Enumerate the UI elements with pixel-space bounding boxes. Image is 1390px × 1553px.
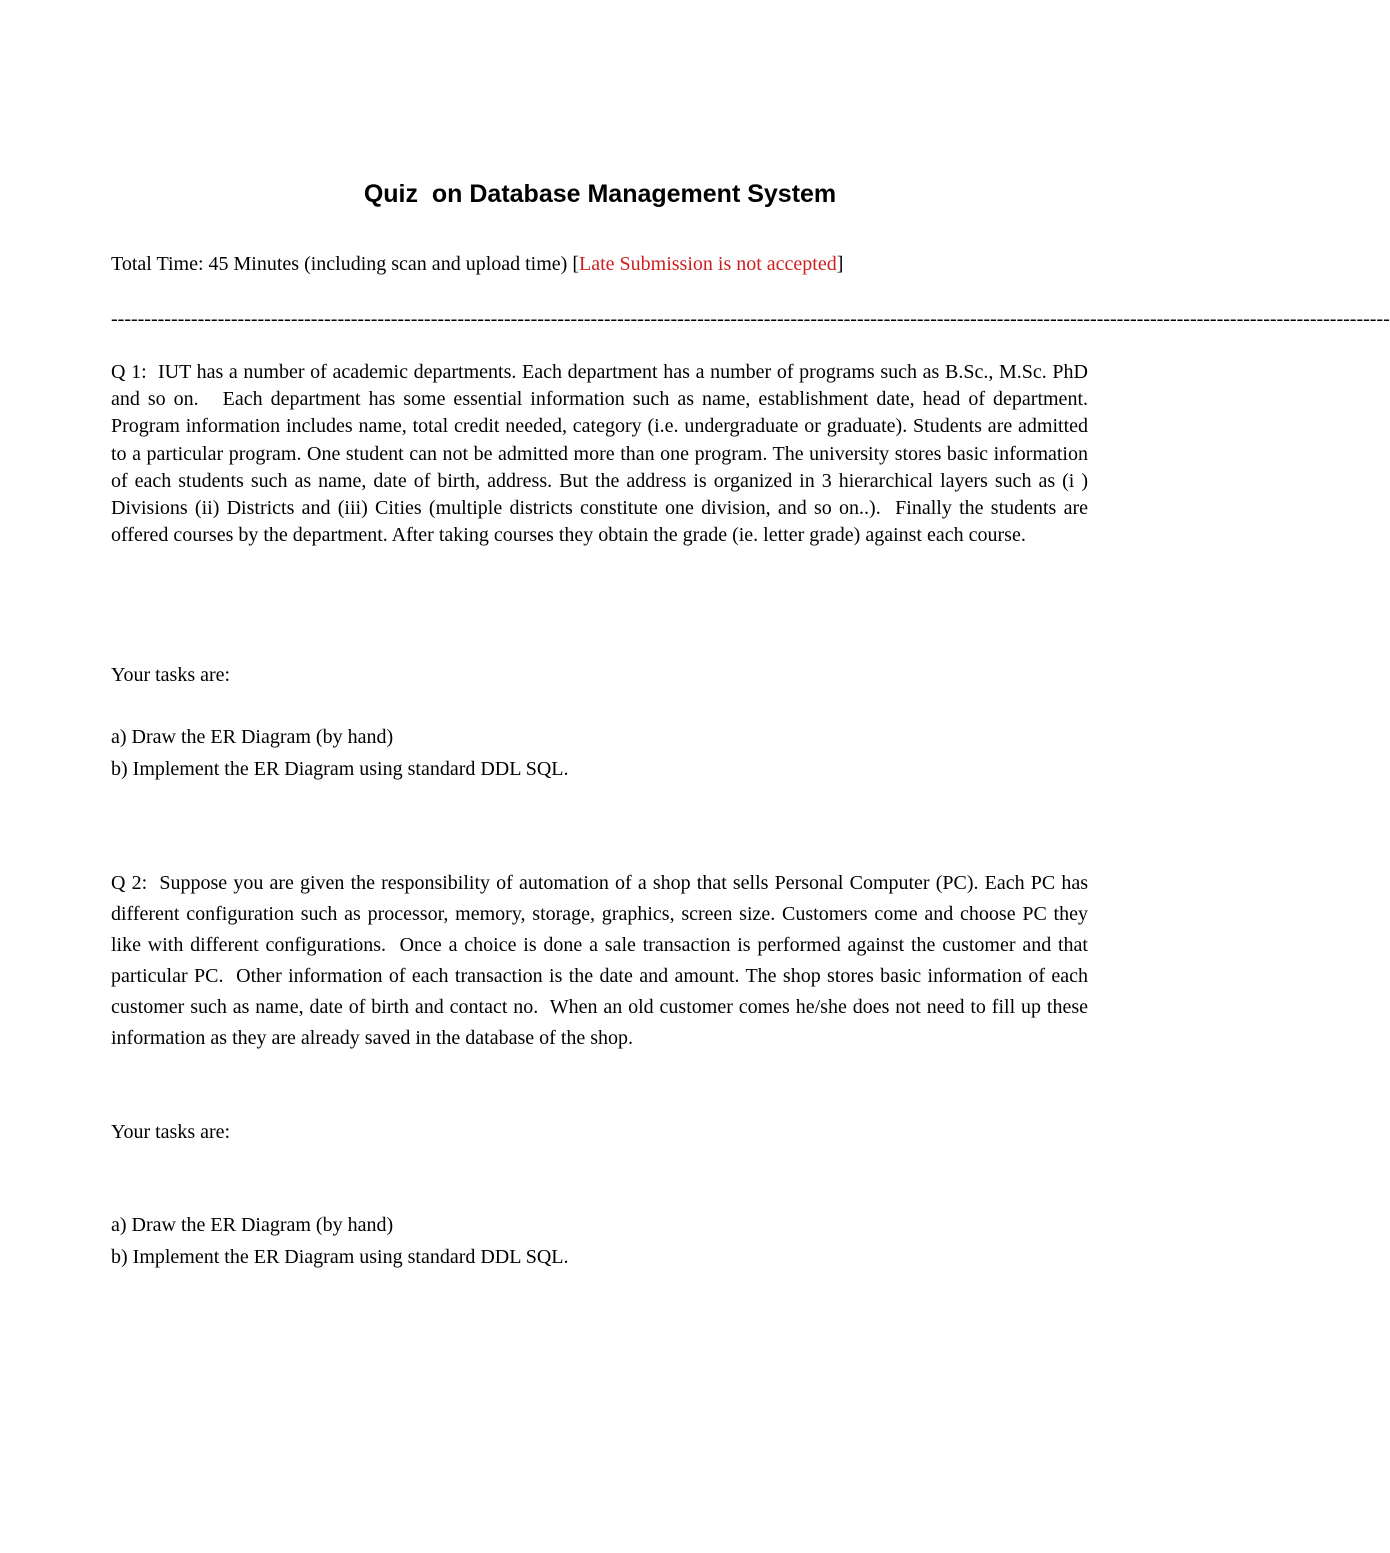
question-1-text: Q 1: IUT has a number of academic departments. Each department has a number of programs such as B.Sc., M.Sc. PhD and so on. Each department has some essential information such as name, establishment date, head of department. Program information includes name, total credit needed, category (i.e. undergraduate or graduate). Students are admitted to a particular program. One student can not be admitted more than one program. The university stores basic information of each students such as name, date of birth, address. But the address is organized in 3 hierarchical layers such as (i ) Divisions (ii) Districts and (iii) Cities (multiple districts constitute one division, and so on..). Finally the students are offered courses by the department. After taking courses they obtain the grade (ie. letter grade) against each course. xyxy=(111,361,1098,547)
question-1-tasks-heading: Your tasks are: xyxy=(111,664,231,686)
late-submission-notice: Late Submission is not accepted xyxy=(579,253,837,275)
separator-line: ------------------------------------------------------------------------------------------------------------------------------------------------------------------------------------------------ xyxy=(111,308,1390,330)
question-2-tasks-heading: Your tasks are: xyxy=(111,1121,231,1143)
question-1-task-a: a) Draw the ER Diagram (by hand) xyxy=(111,726,394,748)
question-2-text: Q 2: Suppose you are given the responsibility of automation of a shop that sells Personal Computer (PC). Each PC has different configuration such as processor, memory, storage, graphics, screen size. Customers come and choose PC they like with different configurations. Once a choice is done a sale transaction is performed against the customer and that particular PC. Other information of each transaction is the date and amount. The shop stores basic information of each customer such as name, date of birth and contact no. When an old customer comes he/she does not need to fill up these information as they are already saved in the database of the shop. xyxy=(111,872,1093,1049)
document-title: Quiz on Database Management System xyxy=(363,180,837,208)
question-1-task-b: b) Implement the ER Diagram using standard DDL SQL. xyxy=(111,758,569,780)
time-limit-text: Total Time: 45 Minutes (including scan and upload time) [ xyxy=(111,253,579,275)
question-2-task-b: b) Implement the ER Diagram using standard DDL SQL. xyxy=(111,1246,569,1268)
time-limit-line xyxy=(111,250,843,278)
question-2-task-a: a) Draw the ER Diagram (by hand) xyxy=(111,1214,394,1236)
time-limit-suffix: ] xyxy=(836,253,844,275)
